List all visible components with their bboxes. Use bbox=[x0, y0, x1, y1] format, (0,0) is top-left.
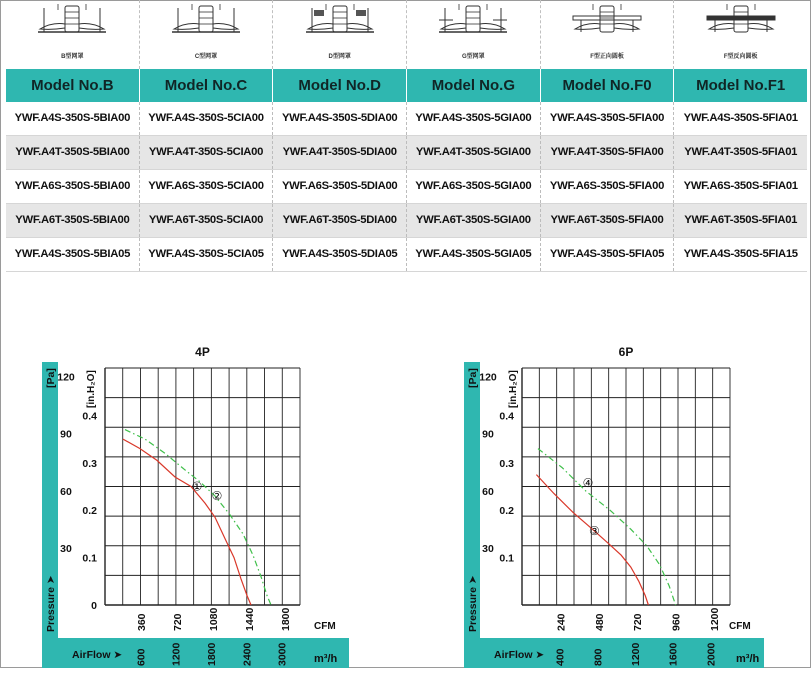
part-number-cell: YWF.A4S-350S-5FIA00 bbox=[541, 102, 675, 135]
part-number-cell: YWF.A4S-350S-5FIA01 bbox=[683, 112, 798, 124]
inh2o-tick-label: 0.1 bbox=[499, 552, 514, 565]
pa-tick-label: 30 bbox=[482, 542, 494, 555]
pa-tick-label: 90 bbox=[60, 428, 72, 441]
part-number-cell: YWF.A4S-350S-5BIA00 bbox=[6, 102, 140, 135]
chart-title: 6P bbox=[618, 345, 634, 359]
inh2o-tick-label: 0.4 bbox=[499, 410, 514, 423]
m3h-tick-label: 600 bbox=[135, 648, 148, 666]
fan-guard-icon bbox=[32, 2, 112, 48]
m3h-tick-label: 1800 bbox=[205, 642, 218, 666]
part-number-cell: YWF.A6S-350S-5FIA00 bbox=[541, 170, 675, 203]
guard-variant-caption: D型网罩 bbox=[328, 54, 351, 60]
cfm-unit-label: CFM bbox=[314, 621, 336, 632]
m3h-tick-label: 2000 bbox=[705, 642, 718, 666]
model-header-cell: Model No.F1 bbox=[696, 77, 786, 94]
inh2o-tick-label: 0.2 bbox=[82, 505, 97, 518]
inh2o-tick-label: 0 bbox=[91, 600, 97, 612]
model-header-cell: Model No.B bbox=[6, 69, 140, 102]
cfm-tick-label: 1800 bbox=[280, 607, 292, 631]
curve-series-2 bbox=[125, 430, 271, 605]
inh2o-unit-label: [in.H₂O] bbox=[86, 370, 97, 408]
part-number-cell: YWF.A4S-350S-5GIA00 bbox=[407, 102, 541, 135]
pa-tick-label: 30 bbox=[60, 542, 72, 555]
part-number-cell: YWF.A6S-350S-5CIA00 bbox=[140, 170, 274, 203]
part-number-cell: YWF.A4S-350S-5CIA00 bbox=[140, 102, 274, 135]
part-number-cell: YWF.A4T-350S-5DIA00 bbox=[273, 136, 407, 169]
cfm-tick-label: 1080 bbox=[208, 607, 220, 631]
part-number-cell: YWF.A4T-350S-5BIA00 bbox=[6, 136, 140, 169]
cfm-tick-label: 720 bbox=[632, 613, 645, 631]
pa-tick-label: 60 bbox=[482, 485, 494, 498]
pa-tick-label: 90 bbox=[482, 428, 494, 441]
model-header-cell: Model No.C bbox=[140, 69, 274, 102]
cfm-tick-label: 1200 bbox=[709, 607, 721, 631]
inh2o-unit-label: [in.H₂O] bbox=[508, 370, 519, 408]
airflow-axis-label: AirFlow ➤ bbox=[72, 649, 123, 661]
table-row bbox=[6, 102, 807, 136]
pa-tick-label: 60 bbox=[60, 485, 72, 498]
chart-title: 4P bbox=[195, 345, 210, 359]
fan-guard-icon bbox=[567, 2, 647, 48]
m3h-unit-label: m³/h bbox=[736, 653, 760, 665]
part-number-cell: YWF.A4S-350S-5FIA15 bbox=[683, 248, 798, 260]
part-number-cell: YWF.A4S-350S-5FIA05 bbox=[541, 238, 675, 271]
table-row bbox=[6, 170, 807, 204]
curve-series-1 bbox=[123, 439, 251, 605]
chart-4p bbox=[42, 340, 372, 673]
curve-marker: ③ bbox=[589, 524, 600, 539]
guard-variant-cell bbox=[674, 0, 807, 69]
inh2o-tick-label: 0.4 bbox=[82, 410, 97, 423]
cfm-tick-label: 240 bbox=[555, 613, 568, 631]
m3h-tick-label: 1200 bbox=[170, 642, 183, 666]
model-header-cell: Model No.D bbox=[273, 69, 407, 102]
cfm-tick-label: 1440 bbox=[244, 607, 256, 631]
part-number-rows bbox=[6, 102, 807, 272]
guard-variant-caption: G型网罩 bbox=[462, 54, 485, 60]
part-number-cell: YWF.A4S-350S-5CIA05 bbox=[140, 238, 274, 271]
airflow-axis-label: AirFlow ➤ bbox=[494, 649, 545, 661]
chart-4p-svg bbox=[42, 340, 372, 668]
part-number-cell: YWF.A6S-350S-5GIA00 bbox=[407, 170, 541, 203]
chart-6p bbox=[464, 340, 809, 673]
inh2o-tick-label: 0.3 bbox=[82, 457, 97, 470]
pa-tick-label: 120 bbox=[479, 371, 497, 384]
inh2o-tick-label: 0.2 bbox=[499, 505, 514, 518]
part-number-cell: YWF.A4T-350S-5GIA00 bbox=[407, 136, 541, 169]
cfm-unit-label: CFM bbox=[729, 621, 751, 632]
part-number-cell: YWF.A4S-350S-5BIA05 bbox=[6, 238, 140, 271]
pressure-axis-label: Pressure ➤ bbox=[45, 575, 57, 632]
model-table bbox=[6, 0, 807, 272]
part-number-cell: YWF.A4S-350S-5DIA00 bbox=[273, 102, 407, 135]
m3h-tick-label: 1600 bbox=[667, 642, 680, 666]
part-number-cell: YWF.A6T-350S-5FIA00 bbox=[541, 204, 675, 237]
pa-unit-label: [Pa] bbox=[45, 368, 57, 388]
table-row bbox=[6, 238, 807, 272]
model-header-cell: Model No.G bbox=[407, 69, 541, 102]
part-number-cell: YWF.A6S-350S-5FIA01 bbox=[683, 180, 798, 192]
fan-guard-icon bbox=[166, 2, 246, 48]
model-header-row bbox=[6, 69, 807, 102]
part-number-cell: YWF.A4S-350S-5GIA05 bbox=[407, 238, 541, 271]
guard-variant-cell bbox=[6, 0, 140, 69]
m3h-tick-label: 1200 bbox=[630, 642, 643, 666]
guard-variant-cell bbox=[140, 0, 274, 69]
m3h-tick-label: 2400 bbox=[241, 642, 254, 666]
part-number-cell: YWF.A4T-350S-5CIA00 bbox=[140, 136, 274, 169]
part-number-cell: YWF.A4S-350S-5DIA05 bbox=[273, 238, 407, 271]
m3h-tick-label: 800 bbox=[592, 648, 605, 666]
part-number-cell: YWF.A6S-350S-5BIA00 bbox=[6, 170, 140, 203]
part-number-cell: YWF.A6T-350S-5BIA00 bbox=[6, 204, 140, 237]
m3h-tick-label: 400 bbox=[554, 648, 567, 666]
curve-series-2 bbox=[538, 449, 676, 605]
inh2o-tick-label: 0.1 bbox=[82, 552, 97, 565]
fan-guard-icon bbox=[300, 2, 380, 48]
pa-unit-label: [Pa] bbox=[467, 368, 479, 388]
cfm-tick-label: 720 bbox=[172, 613, 184, 631]
guard-variant-caption: F型反向圆板 bbox=[723, 54, 758, 60]
fan-guard-icon bbox=[701, 2, 781, 48]
part-number-cell: YWF.A6T-350S-5DIA00 bbox=[273, 204, 407, 237]
cfm-tick-label: 480 bbox=[593, 613, 606, 631]
guard-variant-caption: B型网罩 bbox=[61, 54, 84, 60]
guard-variant-cell bbox=[273, 0, 407, 69]
pressure-axis-label: Pressure ➤ bbox=[467, 575, 479, 632]
part-number-cell: YWF.A6T-350S-5FIA01 bbox=[684, 214, 798, 226]
guard-variant-cell bbox=[541, 0, 675, 69]
inh2o-tick-label: 0.3 bbox=[499, 457, 514, 470]
curve-marker: ② bbox=[211, 488, 223, 503]
curve-marker: ④ bbox=[582, 476, 594, 491]
chart-6p-svg bbox=[464, 340, 809, 668]
part-number-cell: YWF.A4T-350S-5FIA01 bbox=[684, 146, 798, 158]
guard-icon-row bbox=[6, 0, 807, 69]
cfm-tick-label: 960 bbox=[670, 613, 683, 631]
m3h-unit-label: m³/h bbox=[314, 653, 338, 665]
guard-variant-cell bbox=[407, 0, 541, 69]
part-number-cell: YWF.A4T-350S-5FIA00 bbox=[541, 136, 675, 169]
model-header-cell: Model No.F0 bbox=[541, 69, 675, 102]
guard-variant-caption: F型正向圆板 bbox=[590, 54, 624, 60]
fan-guard-icon bbox=[433, 2, 513, 48]
part-number-cell: YWF.A6S-350S-5DIA00 bbox=[273, 170, 407, 203]
guard-variant-caption: C型网罩 bbox=[194, 54, 218, 60]
table-row bbox=[6, 136, 807, 170]
part-number-cell: YWF.A6T-350S-5CIA00 bbox=[140, 204, 274, 237]
curve-marker: ① bbox=[191, 479, 203, 494]
table-row bbox=[6, 204, 807, 238]
part-number-cell: YWF.A6T-350S-5GIA00 bbox=[407, 204, 541, 237]
cfm-tick-label: 360 bbox=[136, 613, 148, 631]
curve-series-1 bbox=[536, 475, 648, 605]
pa-tick-label: 120 bbox=[57, 371, 75, 384]
m3h-tick-label: 3000 bbox=[276, 642, 289, 666]
